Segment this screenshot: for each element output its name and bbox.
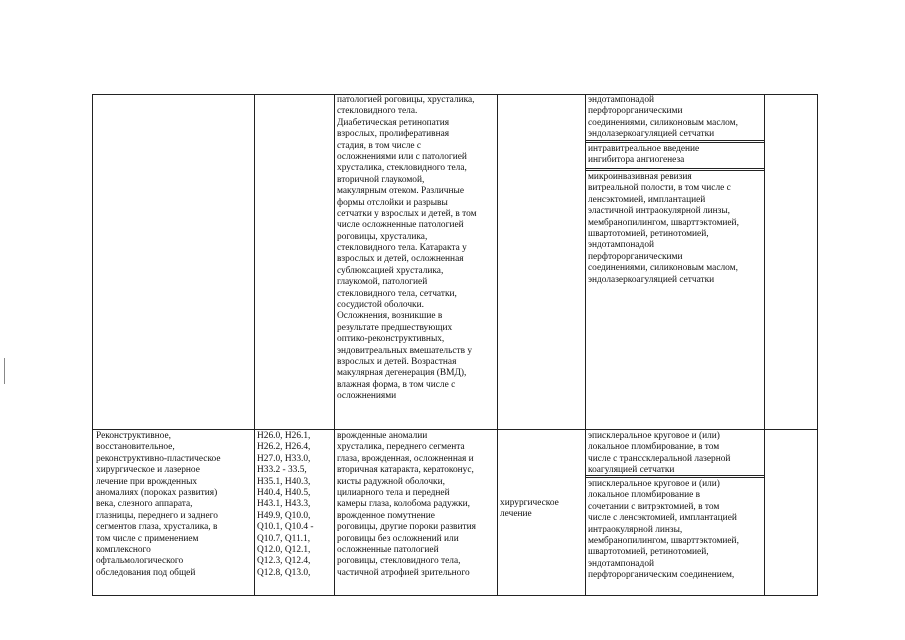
text-line: эндолазеркоагуляцией сетчатки xyxy=(588,129,715,140)
column-border xyxy=(254,94,255,596)
text-line: стекловидного тела, сетчатки, xyxy=(337,288,457,299)
text-line: H43.1, H43.3, xyxy=(257,499,311,510)
text-line: патологией роговицы, хрусталика, xyxy=(337,95,475,105)
text-line: Q12.0, Q12.1, xyxy=(257,544,311,555)
row2-treatment xyxy=(500,498,559,521)
text-line: интравитреальное введение xyxy=(588,144,700,154)
row2-codes xyxy=(257,431,314,579)
text-line: эписклеральное круговое и (или) xyxy=(588,479,720,489)
method-divider xyxy=(585,168,765,169)
row2-diagnosis xyxy=(337,431,476,579)
text-line: взрослых и детей, осложненная xyxy=(337,254,464,265)
text-line: ленсэктомией, имплантацией xyxy=(588,194,706,205)
text-line: влажная форма, в том числе с xyxy=(337,379,456,390)
text-line: стадия, в том числе с xyxy=(337,140,422,151)
text-line: H40.4, H40.5, xyxy=(257,487,311,498)
column-border xyxy=(92,94,93,596)
text-line: макулярная дегенерация (ВМД), xyxy=(337,368,467,379)
row1-method-a xyxy=(588,95,738,141)
text-line: вторичная катаракта, кератоконус, xyxy=(337,465,474,476)
text-line: хрусталика, переднего сегмента xyxy=(337,442,465,453)
text-line: лечение xyxy=(500,509,532,520)
text-line: эндовитреальных вмешательств у xyxy=(337,345,473,356)
text-line: осложненные патологией xyxy=(337,544,439,555)
text-line: хирургическое xyxy=(500,498,559,508)
text-line: H33.2 - 33.5, xyxy=(257,465,307,476)
text-line: локальное пломбирование в xyxy=(588,490,701,501)
text-line: микроинвазивная ревизия xyxy=(588,172,692,182)
text-line: роговицы, стекловидного тела, xyxy=(337,556,461,567)
text-line: H35.1, H40.3, xyxy=(257,476,311,487)
text-line: оптико-реконструктивных, xyxy=(337,334,445,345)
text-line: соединениями, силиконовым маслом, xyxy=(588,263,738,274)
text-line: мембранопилингом, шварттэктомией, xyxy=(588,535,739,546)
method-divider xyxy=(585,477,765,478)
text-line: хирургическое и лазерное xyxy=(96,465,200,476)
row1-method-c xyxy=(588,172,739,286)
text-line: H27.0, H33.0, xyxy=(257,453,311,464)
text-line: роговицы, другие пороки развития xyxy=(337,522,476,533)
text-line: ингибитора ангиогенеза xyxy=(588,155,685,166)
text-line: хрусталика, стекловидного тела, xyxy=(337,163,467,174)
text-line: Диабетическая ретинопатия xyxy=(337,117,450,128)
text-line: офтальмологического xyxy=(96,556,184,567)
text-line: перфторорганическим соединением, xyxy=(588,570,735,581)
table-bottom-border xyxy=(92,595,818,596)
text-line: глазницы, переднего и заднего xyxy=(96,510,218,521)
row2-method-b xyxy=(588,479,739,582)
text-line: сочетании с витрэктомией, в том xyxy=(588,501,720,512)
text-line: взрослых, пролиферативная xyxy=(337,129,450,140)
text-line: глаза, врожденная, осложненная и xyxy=(337,453,474,464)
text-line: осложнениями xyxy=(337,391,397,402)
text-line: камеры глаза, колобома радужки, xyxy=(337,499,470,510)
text-line: эндолазеркоагуляцией сетчатки xyxy=(588,274,715,285)
row2-name xyxy=(96,431,221,579)
table-right-border xyxy=(817,94,818,596)
text-line: сегментов глаза, хрусталика, в xyxy=(96,522,218,533)
text-line: числе осложненные патологией xyxy=(337,220,464,231)
text-line: H26.0, H26.1, xyxy=(257,431,311,441)
text-line: Q10.1, Q10.4 - xyxy=(257,522,314,533)
row1-method-b xyxy=(588,144,699,167)
text-line: реконструктивно-пластическое xyxy=(96,453,221,464)
text-line: лечение при врожденных xyxy=(96,476,198,487)
text-line: сосудистой оболочки. xyxy=(337,300,424,311)
text-line: века, слезного аппарата, xyxy=(96,499,193,510)
text-line: взрослых и детей. Возрастная xyxy=(337,356,457,367)
row2-method-a xyxy=(588,431,730,477)
text-line: эндотампонадой xyxy=(588,558,655,569)
text-line: сублюксацией хрусталика, xyxy=(337,265,444,276)
text-line: витреальной полости, в том числе с xyxy=(588,183,731,194)
text-line: эндотампонадой xyxy=(588,95,655,105)
text-line: формы отслойки и разрывы xyxy=(337,197,448,208)
text-line: Реконструктивное, xyxy=(96,431,171,441)
text-line: стекловидного тела. xyxy=(337,106,418,117)
text-line: частичной атрофией зрительного xyxy=(337,567,470,578)
text-line: Q10.7, Q11.1, xyxy=(257,533,311,544)
text-line: глаукомой, патологией xyxy=(337,277,428,288)
text-line: Q12.3, Q12.4, xyxy=(257,556,311,567)
text-line: вторичной глаукомой, xyxy=(337,174,425,185)
method-divider xyxy=(585,170,765,171)
text-line: швартотомией, ретинотомией, xyxy=(588,547,709,558)
text-line: Осложнения, возникшие в xyxy=(337,311,443,322)
row1-diagnosis xyxy=(337,95,477,403)
text-line: эластичной интраокулярной линзы, xyxy=(588,206,731,217)
text-line: комплексного xyxy=(96,544,151,555)
text-line: числе с транссклеральной лазерной xyxy=(588,453,731,464)
text-line: перфторорганическими xyxy=(588,106,683,117)
text-line: роговицы без осложнений или xyxy=(337,533,459,544)
text-line: роговицы, хрусталика, xyxy=(337,231,428,242)
text-line: числе с ленсэктомией, имплантацией xyxy=(588,513,737,524)
text-line: врожденное помутнение xyxy=(337,510,435,521)
column-border xyxy=(497,94,498,596)
text-line: швартотомией, ретинотомией, xyxy=(588,228,709,239)
text-line: аномалиях (пороках развития) xyxy=(96,487,218,498)
text-line: кисты радужной оболочки, xyxy=(337,476,445,487)
text-line: осложнениями или с патологией xyxy=(337,151,467,162)
text-line: мембранопилингом, шварттэктомией, xyxy=(588,217,739,228)
text-line: H26.2, H26.4, xyxy=(257,442,311,453)
text-line: том числе с применением xyxy=(96,533,199,544)
text-line: H49.9, Q10.0, xyxy=(257,510,311,521)
text-line: Q12.8, Q13.0, xyxy=(257,567,311,578)
text-line: стекловидного тела. Катаракта у xyxy=(337,243,467,254)
text-line: восстановительное, xyxy=(96,442,175,453)
text-line: локальное пломбирование, в том xyxy=(588,442,720,453)
text-line: перфторорганическими xyxy=(588,251,683,262)
row-divider xyxy=(92,429,818,430)
text-line: врожденные аномалии xyxy=(337,431,428,441)
text-line: обследования под общей xyxy=(96,567,196,578)
text-line: эндотампонадой xyxy=(588,240,655,251)
text-line: цилиарного тела и передней xyxy=(337,487,450,498)
text-line: макулярным отеком. Различные xyxy=(337,186,464,197)
text-line: коагуляцией сетчатки xyxy=(588,465,675,476)
text-line: эписклеральное круговое и (или) xyxy=(588,431,720,441)
text-line: интраокулярной линзы, xyxy=(588,524,683,535)
method-divider xyxy=(585,142,765,143)
column-border xyxy=(334,94,335,596)
text-line: результате предшествующих xyxy=(337,322,453,333)
text-line: сетчатки у взрослых и детей, в том xyxy=(337,208,477,219)
scan-edge-mark xyxy=(4,358,5,384)
text-line: соединениями, силиконовым маслом, xyxy=(588,117,738,128)
